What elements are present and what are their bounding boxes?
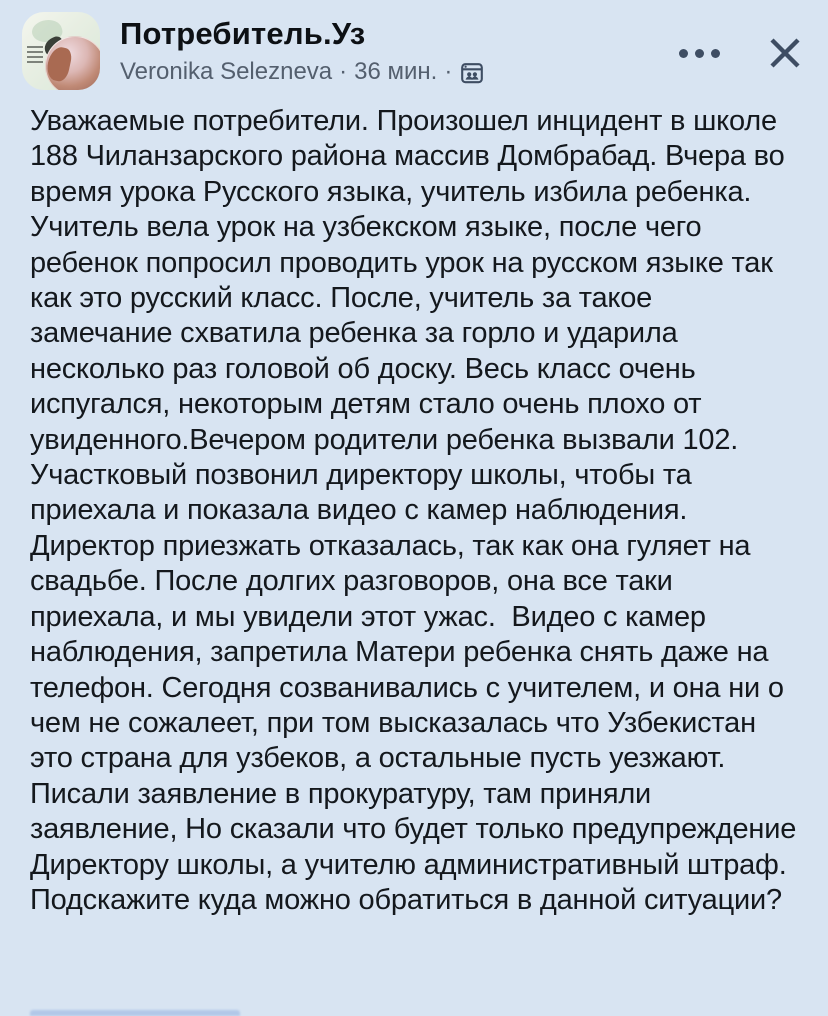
post-body-text: Уважаемые потребители. Произошел инцидент в школе 188 Чиланзарского района массив Домбрабад. Вчера во время урока Русского языка, учитель избила ребенка. Учитель вела урок на узбекском языке, после чего ребенок попросил проводить урок на русском языке так как это русский класс. После, учитель за такое замечание схватила ребенка за горло и ударила несколько раз головой об доску. Весь класс очень испугался, некоторым детям стало очень плохо от увиденного.Вечером родители ребенка вызвали 102. Участковый позвонил директору школы, чтобы та приехала и показала видео с камер наблюдения. Директор приезжать отказалась, так как она гуляет на свадьбе. После долгих разговоров, она все таки приехала, и мы увидели этот ужас. Видео с камер наблюдения, запретила Матери ребенка снять даже на телефон. Сегодня созванивались с учителем, и она ни о чем не сожалеет, при том высказалась что Узбекистан это страна для узбеков, а остальные пусть уезжают. Писали заявление в прокуратуру, там приняли заявление, Но сказали что будет только предупреждение Директору школы, а учителю административный штраф. Подскажите куда можно обратиться в данной ситуации? (30, 105, 805, 916)
ellipsis-icon (695, 49, 704, 58)
close-button[interactable] (766, 34, 804, 72)
page-name-link[interactable]: Потребитель.Уз (120, 16, 366, 51)
byline-separator: · (444, 58, 453, 85)
avatar-portrait-hair (45, 45, 74, 83)
post-timestamp: 36 мин. (354, 58, 438, 85)
close-icon (766, 34, 804, 72)
page-avatar[interactable] (22, 12, 100, 90)
avatar-portrait-photo (45, 36, 100, 90)
ellipsis-icon (711, 49, 720, 58)
truncated-link-sliver (30, 1010, 240, 1016)
author-name-link[interactable]: Veronika Selezneva (120, 58, 333, 85)
byline (120, 58, 677, 86)
header-actions (677, 12, 804, 72)
avatar-text-decoration (27, 46, 43, 66)
more-options-button[interactable] (677, 41, 722, 66)
post-header (0, 0, 828, 90)
byline-separator: · (339, 58, 348, 85)
group-audience-icon (460, 61, 484, 85)
ellipsis-icon (679, 49, 688, 58)
header-text (120, 12, 677, 86)
